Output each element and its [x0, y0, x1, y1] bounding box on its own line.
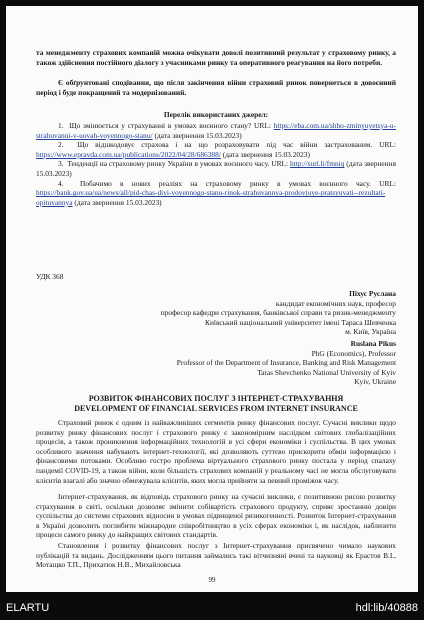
author-degree: PhG (Economics), Professor	[311, 348, 396, 358]
sources-title: Перелік використаних джерел:	[163, 110, 269, 119]
document-page	[6, 6, 418, 592]
source-link[interactable]: https://bank.gov.ua/ua/news/all/pid-chas-diyi-voyennogo-stanu-rinok-strahuvannya-prodovjuye-pratsyuvati--rezultati-opituvannya	[36, 188, 386, 207]
author-en	[36, 339, 396, 387]
author-position: професор кафедри страхування, банківської справи та ризик-менеджменту	[160, 308, 396, 318]
source-link[interactable]: https://eba.com.ua/shho-zminyuyetsya-u-strahuvanni-v-uovah-voyennogo-stanu/	[36, 121, 396, 140]
author-city: м. Київ, Україна	[345, 327, 396, 337]
author-name: Ruslana Pikus	[350, 339, 396, 348]
body-paragraph-3: Становлення і розвитку фінансових послуг з Інтернет-страхування присвячено чимало наукових публікацій та видань. Дослідженням цього питання займались такі вітчизняні вчені та науковці як Ерастов В.І., Мотащко Т.П., Прихатюк Н.В., Михайловська	[36, 541, 396, 570]
author-university: Київський національний університет імені Тараса Шевченка	[205, 317, 396, 327]
author-degree: кандидат економічних наук, професор	[275, 298, 396, 308]
repository-label: ELARTU	[6, 602, 50, 614]
source-link[interactable]: https://www.epravda.com.ua/publications/2022/04/28/686388/	[36, 149, 221, 159]
author-position: Professor of the Department of Insurance, Banking and Risk Management	[176, 358, 396, 368]
conclusion-paragraph: Є обґрунтовані сподівання, що після закінчення війни страховий ринок повернеться в довоєнний період і буде покращений та модернізований.	[36, 78, 396, 97]
author-name: Піхус Руслана	[349, 289, 396, 298]
body-paragraph-2: Інтернет-страхування, як відповідь страхового ринку на сучасні виклики, є позитивною рисою розвитку страхування в світі, оскільки дозволяє змінити собівартість страхового продукту, сприяє зростанню довіри суспільства до системи страхових відносин в умовах підвищеної ризикогенності. Розвиток Інтернет-страхування в Україні дозволить поглибити міжнародне співробітництво в усіх сферах економіки і, як наслідок, наблизити процеси самого ринку до найкращих світових стандартів.	[36, 492, 396, 540]
udk-code: УДК 368	[36, 272, 64, 281]
source-item: 1. Що змінюється у страхуванні в умовах воєнного стану? URL: https://eba.com.ua/shho-zminyuyetsya-u-strahuvanni-v-uovah-voyennogo-stanu/ (дата звернення 15.03.2023)	[36, 121, 396, 140]
body-paragraph-1: Страховий ринок є одним із найважливіших сегментів ринку фінансових послуг. Сучасні виклики щодо розвитку ринку фінансових послуг і страхового ринку є закономірним наслідком світових глобалізаційних процесів, а також проникнення інформаційних технологій в усі сфери економіки і суспільства. В цих умовах особливого значення набувають інтернет-технології, які дозволяють суттєво прискорити обмін інформацією і фінансовими потоками. Особливо гостро проблема віртуального страхового ринку постала у період спалаху пандемії COVID-19, а також війни, коли більшість страхових компаній у реальному часі не могла обслуговувати клієнтів взагалі або значно обмежувала клієнтів, яких могла прийняти за певний проміжок часу.	[36, 418, 396, 485]
paper-title-en: DEVELOPMENT OF FINANCIAL SERVICES FROM INTERNET INSURANCE	[74, 404, 358, 413]
author-university: Taras Shevchenko National University of Kyiv	[257, 367, 396, 377]
source-item: 2. Що відшкодовує страхова і на що розраховувати під час війни застрахованим. URL: https://www.epravda.com.ua/publications/2022/04/28/686388/ (дата звернення 15.03.2023)	[36, 140, 396, 159]
page-number: 99	[208, 576, 216, 584]
footer-bar	[0, 592, 424, 620]
sources-list	[36, 121, 396, 207]
handle-label: hdl:lib/40888	[355, 602, 418, 614]
source-item: 4. Побачимо в нових реаліях на страховому ринку в умовах воєнного часу. URL: https://bank.gov.ua/ua/news/all/pid-chas-diyi-voyennogo-stanu-rinok-strahuvannya-prodovjuye-pratsyuvati--rezultati-opituvannya (дата звернення 15.03.2023)	[36, 178, 396, 207]
intro-paragraph: та менеджменту страхових компаній можна очікувати доволі позитивний результат у страховому ринку, а також здійснення постійного діалогу з учасниками ринку та оперативного реагування на його потреби.	[36, 48, 396, 67]
author-ua	[36, 289, 396, 337]
source-item: 3. Тенденції на страховому ринку України в умовах воєнного часу. URL: http://surl.li/fmniq (дата звернення 15.03.2023)	[36, 159, 396, 178]
paper-title-ua: РОЗВИТОК ФІНАНСОВИХ ПОСЛУГ З ІНТЕРНЕТ-СТРАХУВАННЯ	[88, 394, 344, 403]
source-link[interactable]: http://surl.li/fmniq	[290, 159, 345, 169]
author-city: Kyiv, Ukraine	[354, 377, 396, 387]
